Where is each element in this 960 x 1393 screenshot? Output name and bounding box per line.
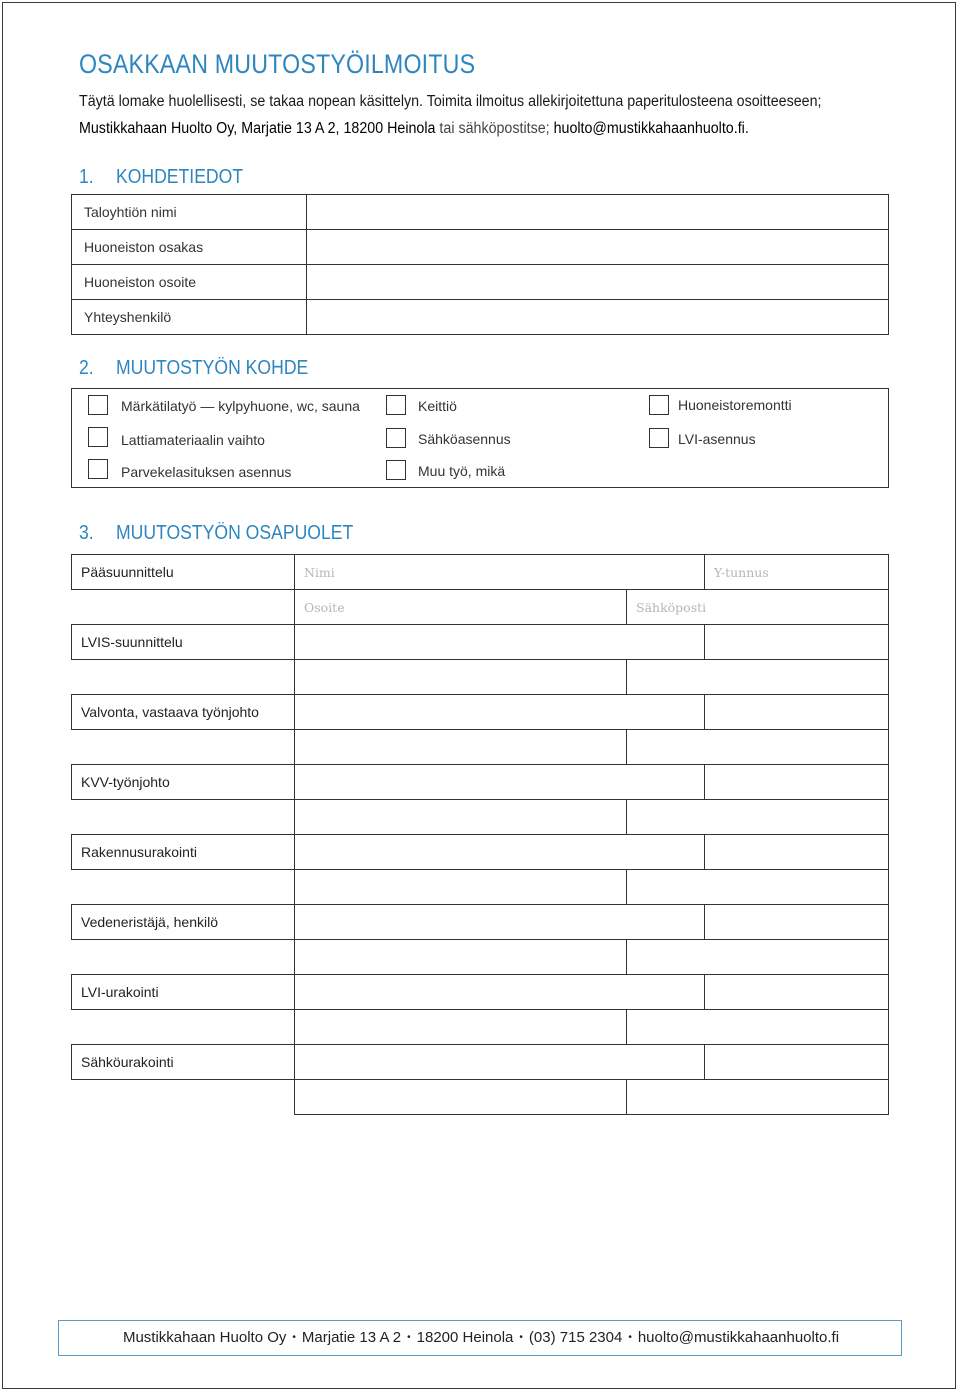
email-input[interactable]: Sähköposti — [626, 589, 889, 625]
name-input[interactable] — [294, 1044, 705, 1080]
email-input[interactable] — [626, 939, 889, 975]
checkbox-muu-tyo[interactable] — [386, 460, 406, 480]
checkbox-label: Märkätilatyö — kylpyhuone, wc, sauna — [121, 398, 360, 414]
name-input[interactable]: Nimi — [294, 554, 705, 590]
checkbox-label: Muu työ, mikä — [418, 463, 506, 479]
section-1-title: KOHDETIEDOT — [115, 166, 244, 188]
name-input[interactable] — [294, 694, 705, 730]
name-input[interactable] — [294, 834, 705, 870]
footer-separator: • — [292, 1332, 296, 1343]
section-2-number: 2. — [79, 357, 94, 379]
kohdetiedot-row — [71, 299, 889, 335]
address-input[interactable] — [294, 869, 627, 905]
address-input[interactable] — [294, 659, 627, 695]
role-label: Sähköurakointi — [71, 1044, 295, 1080]
footer-phone: (03) 715 2304 — [528, 1329, 623, 1346]
form-title: OSAKKAAN MUUTOSTYÖILMOITUS — [79, 49, 476, 79]
section-1-heading — [79, 166, 243, 189]
footer-separator: • — [628, 1332, 632, 1343]
email-input[interactable] — [626, 799, 889, 835]
kohdetiedot-row — [71, 264, 889, 300]
intro-line-1: Täytä lomake huolellisesti, se takaa nopean käsittelyn. Toimita ilmoitus allekirjoitettuna paperitulosteena osoitteeseen; — [79, 93, 822, 110]
business-id-input[interactable] — [704, 694, 889, 730]
kohdetiedot-row — [71, 194, 889, 230]
osoite-input[interactable] — [306, 264, 889, 300]
role-label: LVI-urakointi — [71, 974, 295, 1010]
section-2-title: MUUTOSTYÖN KOHDE — [115, 357, 309, 379]
yhteyshenkilo-input[interactable] — [306, 299, 889, 335]
business-id-input[interactable] — [704, 974, 889, 1010]
email-input[interactable] — [626, 729, 889, 765]
section-3-number: 3. — [79, 522, 94, 544]
checkbox-lattiamateriaali[interactable] — [88, 427, 108, 447]
name-input[interactable] — [294, 624, 705, 660]
footer-postal: 18200 Heinola — [416, 1329, 514, 1346]
role-label: Vedeneristäjä, henkilö — [71, 904, 295, 940]
footer — [58, 1320, 902, 1356]
role-label: KVV-työnjohto — [71, 764, 295, 800]
checkbox-markatilatyo[interactable] — [88, 395, 108, 415]
business-id-input[interactable] — [704, 1044, 889, 1080]
section-1-number: 1. — [79, 166, 94, 188]
checkbox-keittio[interactable] — [386, 395, 406, 415]
intro-line-2 — [79, 120, 749, 138]
footer-separator: • — [519, 1332, 523, 1343]
address-input[interactable] — [294, 729, 627, 765]
field-label: Huoneiston osoite — [71, 264, 307, 300]
field-label: Huoneiston osakas — [71, 229, 307, 265]
email-input[interactable] — [626, 1079, 889, 1115]
footer-street: Marjatie 13 A 2 — [301, 1329, 402, 1346]
address-input[interactable] — [294, 1079, 627, 1115]
email-input[interactable] — [626, 869, 889, 905]
checkbox-label: Lattiamateriaalin vaihto — [121, 432, 265, 448]
role-label: LVIS-suunnittelu — [71, 624, 295, 660]
name-input[interactable] — [294, 764, 705, 800]
business-id-input[interactable] — [704, 624, 889, 660]
field-label: Taloyhtiön nimi — [71, 194, 307, 230]
section-2-heading — [79, 357, 308, 380]
section-3-title: MUUTOSTYÖN OSAPUOLET — [115, 522, 354, 544]
footer-email[interactable]: huolto@mustikkahaanhuolto.fi — [637, 1329, 840, 1346]
email-input[interactable] — [626, 659, 889, 695]
checkbox-label: Parvekelasituksen asennus — [121, 464, 292, 480]
muutostyon-kohde-box — [71, 388, 889, 488]
kohdetiedot-row — [71, 229, 889, 265]
role-label: Valvonta, vastaava työnjohto — [71, 694, 295, 730]
footer-company: Mustikkahaan Huolto Oy — [122, 1329, 287, 1346]
footer-separator: • — [407, 1332, 411, 1343]
intro-email-link[interactable]: huolto@mustikkahaanhuolto.fi. — [553, 120, 749, 137]
checkbox-label: Keittiö — [418, 398, 457, 414]
business-id-input[interactable]: Y-tunnus — [704, 554, 889, 590]
checkbox-label: LVI-asennus — [678, 431, 756, 447]
footer-contact — [59, 1329, 903, 1346]
intro-address: Mustikkahaan Huolto Oy, Marjatie 13 A 2, 18200 Heinola — [79, 120, 436, 137]
checkbox-label: Sähköasennus — [418, 431, 511, 447]
osakas-input[interactable] — [306, 229, 889, 265]
section-3-heading — [79, 522, 353, 545]
address-input[interactable] — [294, 1009, 627, 1045]
checkbox-parvekelasitus[interactable] — [88, 459, 108, 479]
checkbox-label: Huoneistoremontti — [678, 397, 792, 413]
checkbox-sahkoasennus[interactable] — [386, 428, 406, 448]
role-label: Pääsuunnittelu — [71, 554, 295, 590]
address-input[interactable]: Osoite — [294, 589, 627, 625]
business-id-input[interactable] — [704, 834, 889, 870]
role-label: Rakennusurakointi — [71, 834, 295, 870]
address-input[interactable] — [294, 799, 627, 835]
intro-or: tai sähköpostitse; — [439, 120, 550, 137]
business-id-input[interactable] — [704, 904, 889, 940]
business-id-input[interactable] — [704, 764, 889, 800]
email-input[interactable] — [626, 1009, 889, 1045]
checkbox-lvi-asennus[interactable] — [649, 428, 669, 448]
taloyhtio-input[interactable] — [306, 194, 889, 230]
name-input[interactable] — [294, 974, 705, 1010]
checkbox-huoneistoremontti[interactable] — [649, 395, 669, 415]
field-label: Yhteyshenkilö — [71, 299, 307, 335]
address-input[interactable] — [294, 939, 627, 975]
name-input[interactable] — [294, 904, 705, 940]
